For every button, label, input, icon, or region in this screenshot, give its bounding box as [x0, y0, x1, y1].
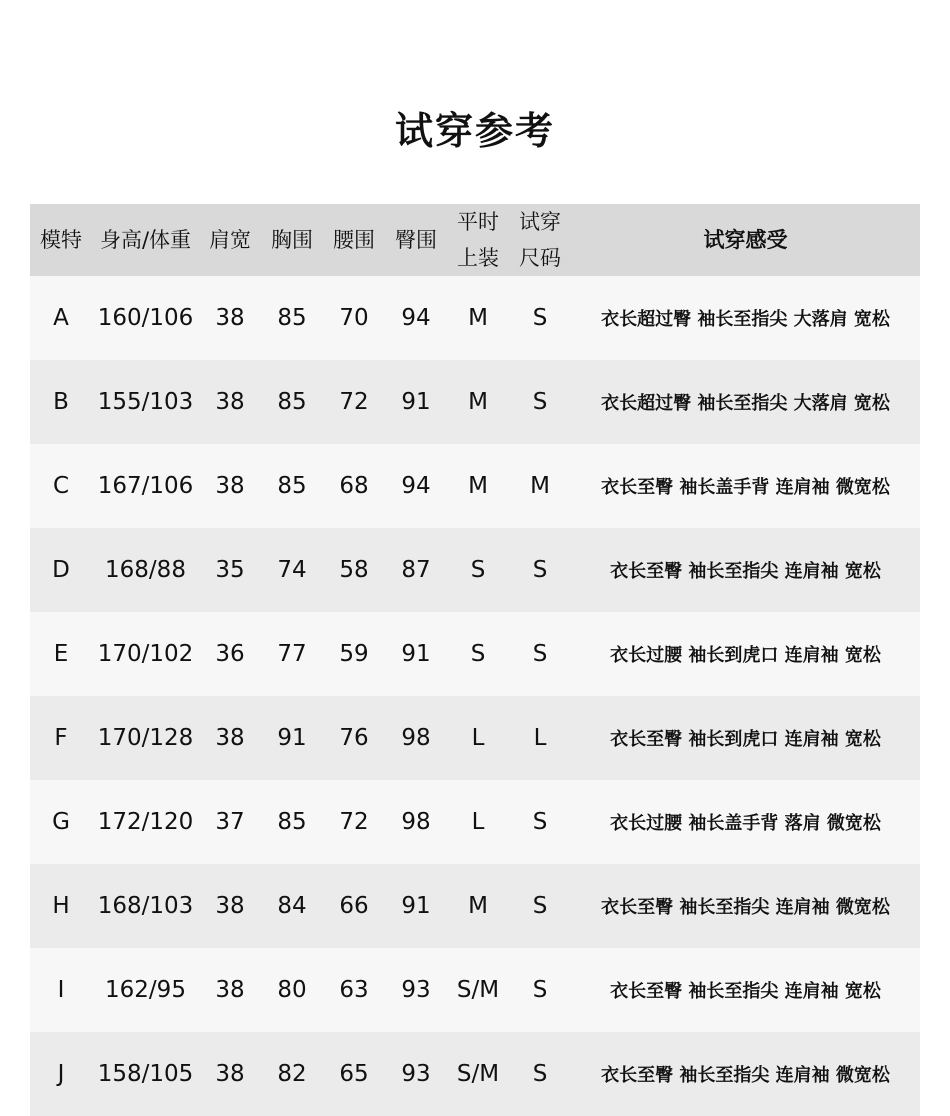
cell-tried-size: S	[532, 1061, 548, 1087]
cell-chest: 85	[277, 809, 307, 835]
header-tried-size-line2: 尺码	[519, 246, 561, 270]
cell-feel: 衣长超过臀 袖长至指尖 大落肩 宽松	[601, 309, 890, 330]
cell-height-weight: 160/106	[97, 305, 194, 331]
cell-usual-top: L	[471, 809, 485, 835]
cell-height-weight: 168/103	[97, 893, 194, 919]
cell-chest: 85	[277, 389, 307, 415]
cell-chest: 74	[277, 557, 307, 583]
cell-usual-top: M	[468, 305, 488, 331]
cell-hip: 91	[401, 893, 431, 919]
cell-height-weight: 167/106	[97, 473, 194, 499]
table-row	[30, 360, 920, 444]
cell-feel: 衣长过腰 袖长盖手背 落肩 微宽松	[610, 813, 881, 834]
table-body	[30, 276, 920, 1116]
cell-feel: 衣长至臀 袖长至指尖 连肩袖 宽松	[610, 561, 881, 582]
header-row	[30, 204, 920, 276]
cell-usual-top: M	[468, 893, 488, 919]
table-row	[30, 276, 920, 360]
cell-shoulder: 38	[215, 473, 245, 499]
cell-height-weight: 155/103	[97, 389, 194, 415]
cell-waist: 76	[339, 725, 369, 751]
cell-chest: 85	[277, 305, 307, 331]
cell-shoulder: 38	[215, 893, 245, 919]
cell-height-weight: 158/105	[97, 1061, 194, 1087]
cell-chest: 91	[277, 725, 307, 751]
cell-usual-top: S	[470, 641, 486, 667]
cell-model: G	[52, 809, 70, 835]
cell-tried-size: M	[530, 473, 550, 499]
header-height-weight: 身高/体重	[99, 228, 192, 252]
cell-feel: 衣长至臀 袖长至指尖 连肩袖 微宽松	[601, 897, 890, 918]
table-row	[30, 696, 920, 780]
cell-feel: 衣长至臀 袖长盖手背 连肩袖 微宽松	[601, 477, 890, 498]
table-row	[30, 444, 920, 528]
header-hip: 臀围	[395, 228, 437, 252]
table-row	[30, 612, 920, 696]
fit-reference-table	[30, 204, 920, 1116]
cell-tried-size: L	[533, 725, 547, 751]
cell-feel: 衣长过腰 袖长到虎口 连肩袖 宽松	[610, 645, 881, 666]
cell-height-weight: 172/120	[97, 809, 194, 835]
cell-hip: 87	[401, 557, 431, 583]
cell-model: A	[53, 305, 69, 331]
header-feel: 试穿感受	[703, 228, 788, 252]
cell-feel: 衣长至臀 袖长至指尖 连肩袖 宽松	[610, 981, 881, 1002]
cell-chest: 85	[277, 473, 307, 499]
header-usual-top-line1: 平时	[457, 210, 499, 234]
cell-waist: 66	[339, 893, 369, 919]
table-row	[30, 948, 920, 1032]
cell-tried-size: S	[532, 893, 548, 919]
cell-tried-size: S	[532, 809, 548, 835]
cell-waist: 59	[339, 641, 369, 667]
cell-waist: 65	[339, 1061, 369, 1087]
cell-shoulder: 38	[215, 389, 245, 415]
cell-model: I	[57, 977, 65, 1003]
cell-height-weight: 170/102	[97, 641, 194, 667]
table-row	[30, 864, 920, 948]
cell-height-weight: 168/88	[105, 557, 186, 583]
cell-chest: 77	[277, 641, 307, 667]
cell-tried-size: S	[532, 557, 548, 583]
cell-chest: 80	[277, 977, 307, 1003]
cell-usual-top: M	[468, 473, 488, 499]
cell-waist: 58	[339, 557, 369, 583]
cell-hip: 91	[401, 389, 431, 415]
cell-shoulder: 37	[215, 809, 245, 835]
cell-height-weight: 162/95	[105, 977, 186, 1003]
cell-hip: 98	[401, 809, 431, 835]
cell-usual-top: S/M	[456, 1061, 500, 1087]
cell-usual-top: L	[471, 725, 485, 751]
cell-waist: 70	[339, 305, 369, 331]
cell-hip: 94	[401, 473, 431, 499]
header-usual-top	[447, 204, 509, 276]
table-row	[30, 1032, 920, 1116]
cell-hip: 93	[401, 1061, 431, 1087]
cell-usual-top: S/M	[456, 977, 500, 1003]
cell-hip: 94	[401, 305, 431, 331]
header-waist: 腰围	[333, 228, 375, 252]
cell-model: D	[52, 557, 70, 583]
cell-shoulder: 38	[215, 977, 245, 1003]
header-model: 模特	[40, 228, 82, 252]
header-chest: 胸围	[271, 228, 313, 252]
cell-shoulder: 35	[215, 557, 245, 583]
cell-waist: 72	[339, 389, 369, 415]
cell-tried-size: S	[532, 977, 548, 1003]
header-tried-size	[509, 204, 571, 276]
cell-hip: 98	[401, 725, 431, 751]
cell-shoulder: 38	[215, 725, 245, 751]
cell-hip: 91	[401, 641, 431, 667]
cell-waist: 68	[339, 473, 369, 499]
cell-tried-size: S	[532, 389, 548, 415]
cell-usual-top: S	[470, 557, 486, 583]
cell-feel: 衣长超过臀 袖长至指尖 大落肩 宽松	[601, 393, 890, 414]
cell-model: F	[54, 725, 68, 751]
table-header	[30, 204, 920, 276]
cell-tried-size: S	[532, 641, 548, 667]
table-row	[30, 780, 920, 864]
cell-feel: 衣长至臀 袖长到虎口 连肩袖 宽松	[610, 729, 881, 750]
cell-chest: 84	[277, 893, 307, 919]
cell-model: B	[53, 389, 69, 415]
cell-tried-size: S	[532, 305, 548, 331]
header-tried-size-line1: 试穿	[519, 210, 561, 234]
cell-waist: 72	[339, 809, 369, 835]
cell-usual-top: M	[468, 389, 488, 415]
cell-feel: 衣长至臀 袖长至指尖 连肩袖 微宽松	[601, 1065, 890, 1086]
header-shoulder: 肩宽	[209, 228, 251, 252]
cell-shoulder: 36	[215, 641, 245, 667]
cell-model: E	[53, 641, 69, 667]
cell-waist: 63	[339, 977, 369, 1003]
header-usual-top-line2: 上装	[457, 246, 499, 270]
cell-model: H	[52, 893, 70, 919]
cell-shoulder: 38	[215, 1061, 245, 1087]
cell-model: C	[52, 473, 70, 499]
page-title: 试穿参考	[394, 109, 555, 153]
cell-model: J	[57, 1061, 65, 1087]
cell-hip: 93	[401, 977, 431, 1003]
cell-height-weight: 170/128	[97, 725, 194, 751]
table-row	[30, 528, 920, 612]
cell-shoulder: 38	[215, 305, 245, 331]
cell-chest: 82	[277, 1061, 307, 1087]
